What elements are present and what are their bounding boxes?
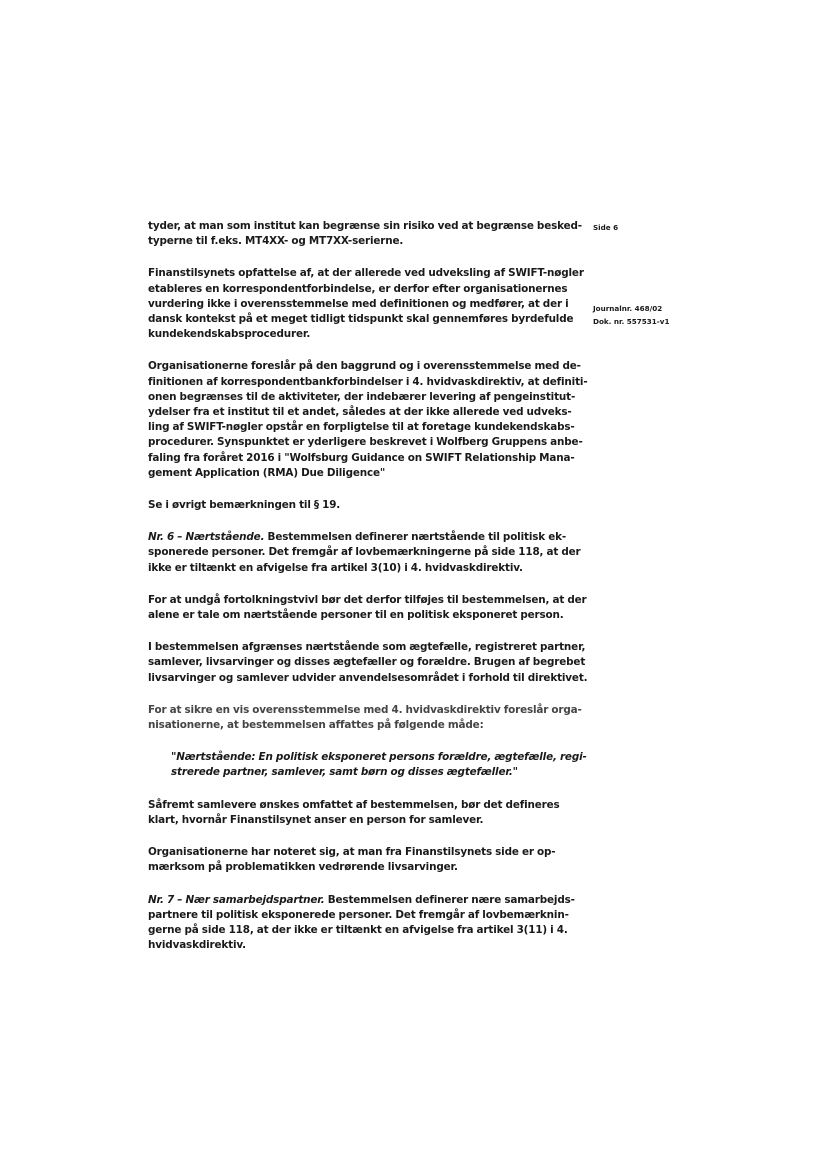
text-line: partnere til politisk eksponerede personer. Det fremgår af lovbemærknin- [148,908,569,921]
paragraph-proposed-wording-intro [148,703,582,733]
text-line: vurdering ikke i overensstemmelse med definitionen og medfører, at der i [148,297,569,310]
text-line [148,893,575,908]
text-line: strerede partner, samlever, samt børn og disses ægtefæller." [171,766,518,779]
paragraph-interpretation-doubt [148,593,587,623]
quoted-definition [148,750,587,780]
text-line: typerne til f.eks. MT4XX- og MT7XX-serierne. [148,235,404,248]
text-line: tyder, at man som institut kan begrænse sin risiko ved at begrænse besked- [148,220,582,232]
text-line: nisationerne, at bestemmelsen affattes på følgende måde: [148,719,484,732]
text-line: finitionen af korrespondentbankforbindelser i 4. hvidvaskdirektiv, at definiti- [148,375,588,388]
document-number: Dok. nr. 557531-v1 [593,317,670,326]
text-line: sponerede personer. Det fremgår af lovbemærkningerne på side 118, at der [148,546,581,559]
text-line: gement Application (RMA) Due Diligence" [148,466,386,479]
text-line: Se i øvrigt bemærkningen til § 19. [148,499,341,512]
journal-number: Journalnr. 468/02 [593,304,663,313]
page-number [593,221,618,234]
text-line: Finanstilsynets opfattelse af, at der allerede ved udveksling af SWIFT-nøgler [148,267,584,280]
paragraph-heirs [148,845,564,875]
text-line: samlever, livsarvinger og disses ægtefæller og forældre. Brugen af begrebet [148,656,586,669]
text-line: alene er tale om nærtstående personer til en politisk eksponeret person. [148,609,564,622]
text-line: hvidvaskdirektiv. [148,939,246,952]
paragraph-see-also [148,498,564,513]
text-line: ydelser fra et institut til et andet, således at der ikke allerede ved udveks- [148,406,572,419]
text-line: gerne på side 118, at der ikke er tiltænkt en afvigelse fra artikel 3(11) i 4. [148,923,568,936]
paragraph-proposal-correspondent [148,359,588,481]
text-line: procedurer. Synspunktet er yderligere beskrevet i Wolfberg Gruppens anbe- [148,436,583,449]
text-line: mærksom på problematikken vedrørende livsarvinger. [148,861,458,874]
paragraph-cohabitants [148,798,564,828]
paragraph-delimitation [148,640,588,686]
body-text [148,219,588,970]
text-line: livsarvinger og samlever udvider anvendelsesområdet i forhold til direktivet. [148,671,588,684]
text-line: ling af SWIFT-nøgler opstår en forpligtelse til at foretage kundekendskabs- [148,421,575,434]
paragraph-swift-keys [148,266,584,342]
section-heading-nr7: Nr. 7 – Nær samarbejdspartner. [148,893,325,906]
page-number-label: Side 6 [593,223,619,232]
text-line: Organisationerne foreslår på den baggrund og i overensstemmelse med de- [148,360,581,373]
text-line: Såfremt samlevere ønskes omfattet af bestemmelsen, bør det defineres [148,798,560,811]
text-run: Bestemmelsen definerer nære samarbejds- [324,893,575,906]
text-line: dansk kontekst på et meget tidligt tidspunkt skal gennemføres byrdefulde [148,313,574,326]
text-line: For at undgå fortolkningstvivl bør det derfor tilføjes til bestemmelsen, at der [148,593,587,606]
text-line: ikke er tiltænkt en afvigelse fra artikel 3(10) i 4. hvidvaskdirektiv. [148,561,523,574]
text-line [148,530,567,545]
text-line: onen begrænses til de aktiviteter, der indebærer levering af pengeinstitut- [148,390,576,403]
text-line: etableres en korrespondentforbindelse, er derfor efter organisationernes [148,282,568,295]
paragraph-nr6-related-persons [148,530,581,576]
document-references [593,302,669,328]
text-line: faling fra foråret 2016 i "Wolfsburg Guidance on SWIFT Relationship Mana- [148,451,575,464]
section-heading-nr6: Nr. 6 – Nærtstående. [148,531,265,544]
text-run: Bestemmelsen definerer nærtstående til politisk ek- [264,531,567,544]
text-line: klart, hvornår Finanstilsynet anser en person for samlever. [148,813,484,826]
text-line: Organisationerne har noteret sig, at man fra Finanstilsynets side er op- [148,846,556,859]
text-line: I bestemmelsen afgrænses nærtstående som ægtefælle, registreret partner, [148,641,586,654]
text-line: kundekendskabsprocedurer. [148,328,311,341]
text-line: "Nærtstående: En politisk eksponeret persons forældre, ægtefælle, regi- [171,751,587,764]
text-line: For at sikre en vis overensstemmelse med 4. hvidvaskdirektiv foreslår orga- [148,703,582,716]
paragraph-nr7-close-associate [148,893,575,954]
paragraph-message-types [148,219,582,249]
